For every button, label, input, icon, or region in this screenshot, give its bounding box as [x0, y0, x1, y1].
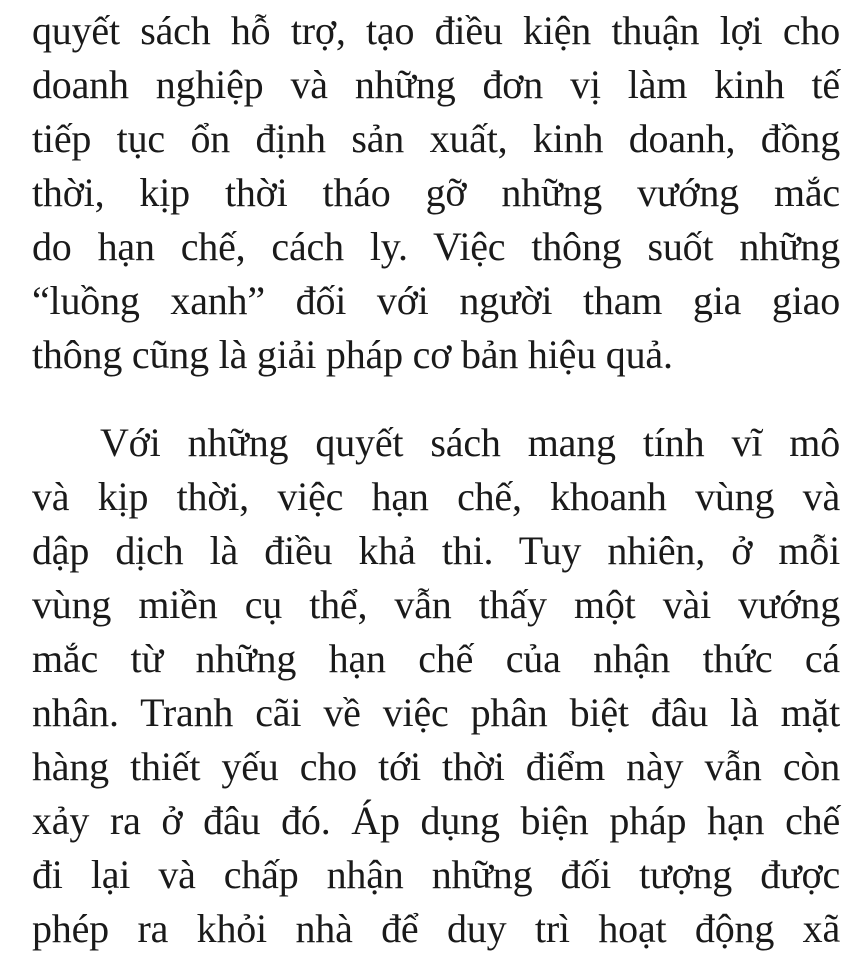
text-line: dập dịch là điều khả thi. Tuy nhiên, ở mỗi: [32, 528, 840, 573]
text-line: đi lại và chấp nhận những đối tượng được: [32, 852, 840, 897]
paragraph-2: [32, 416, 840, 956]
text-line: mắc từ những hạn chế của nhận thức cá: [32, 636, 840, 681]
text-line: phép ra khỏi nhà để duy trì hoạt động xã: [32, 906, 840, 951]
text-line: và kịp thời, việc hạn chế, khoanh vùng và: [32, 474, 840, 519]
paragraph-1: [32, 4, 840, 382]
text-line: hàng thiết yếu cho tới thời điểm này vẫn còn: [32, 744, 840, 789]
text-line: quyết sách hỗ trợ, tạo điều kiện thuận lợi cho: [32, 8, 840, 53]
text-line: xảy ra ở đâu đó. Áp dụng biện pháp hạn chế: [32, 798, 840, 843]
text-line: thông cũng là giải pháp cơ bản hiệu quả.: [32, 332, 673, 377]
text-line: Với những quyết sách mang tính vĩ mô: [100, 420, 840, 465]
text-line: vùng miền cụ thể, vẫn thấy một vài vướng: [32, 582, 840, 627]
text-line: “luồng xanh” đối với người tham gia giao: [32, 278, 840, 323]
text-line: thời, kịp thời tháo gỡ những vướng mắc: [32, 170, 840, 215]
text-line: tiếp tục ổn định sản xuất, kinh doanh, đồng: [32, 116, 840, 161]
text-line: do hạn chế, cách ly. Việc thông suốt những: [32, 224, 840, 269]
text-line: nhân. Tranh cãi về việc phân biệt đâu là mặt: [32, 690, 840, 735]
text-line: doanh nghiệp và những đơn vị làm kinh tế: [32, 62, 840, 107]
